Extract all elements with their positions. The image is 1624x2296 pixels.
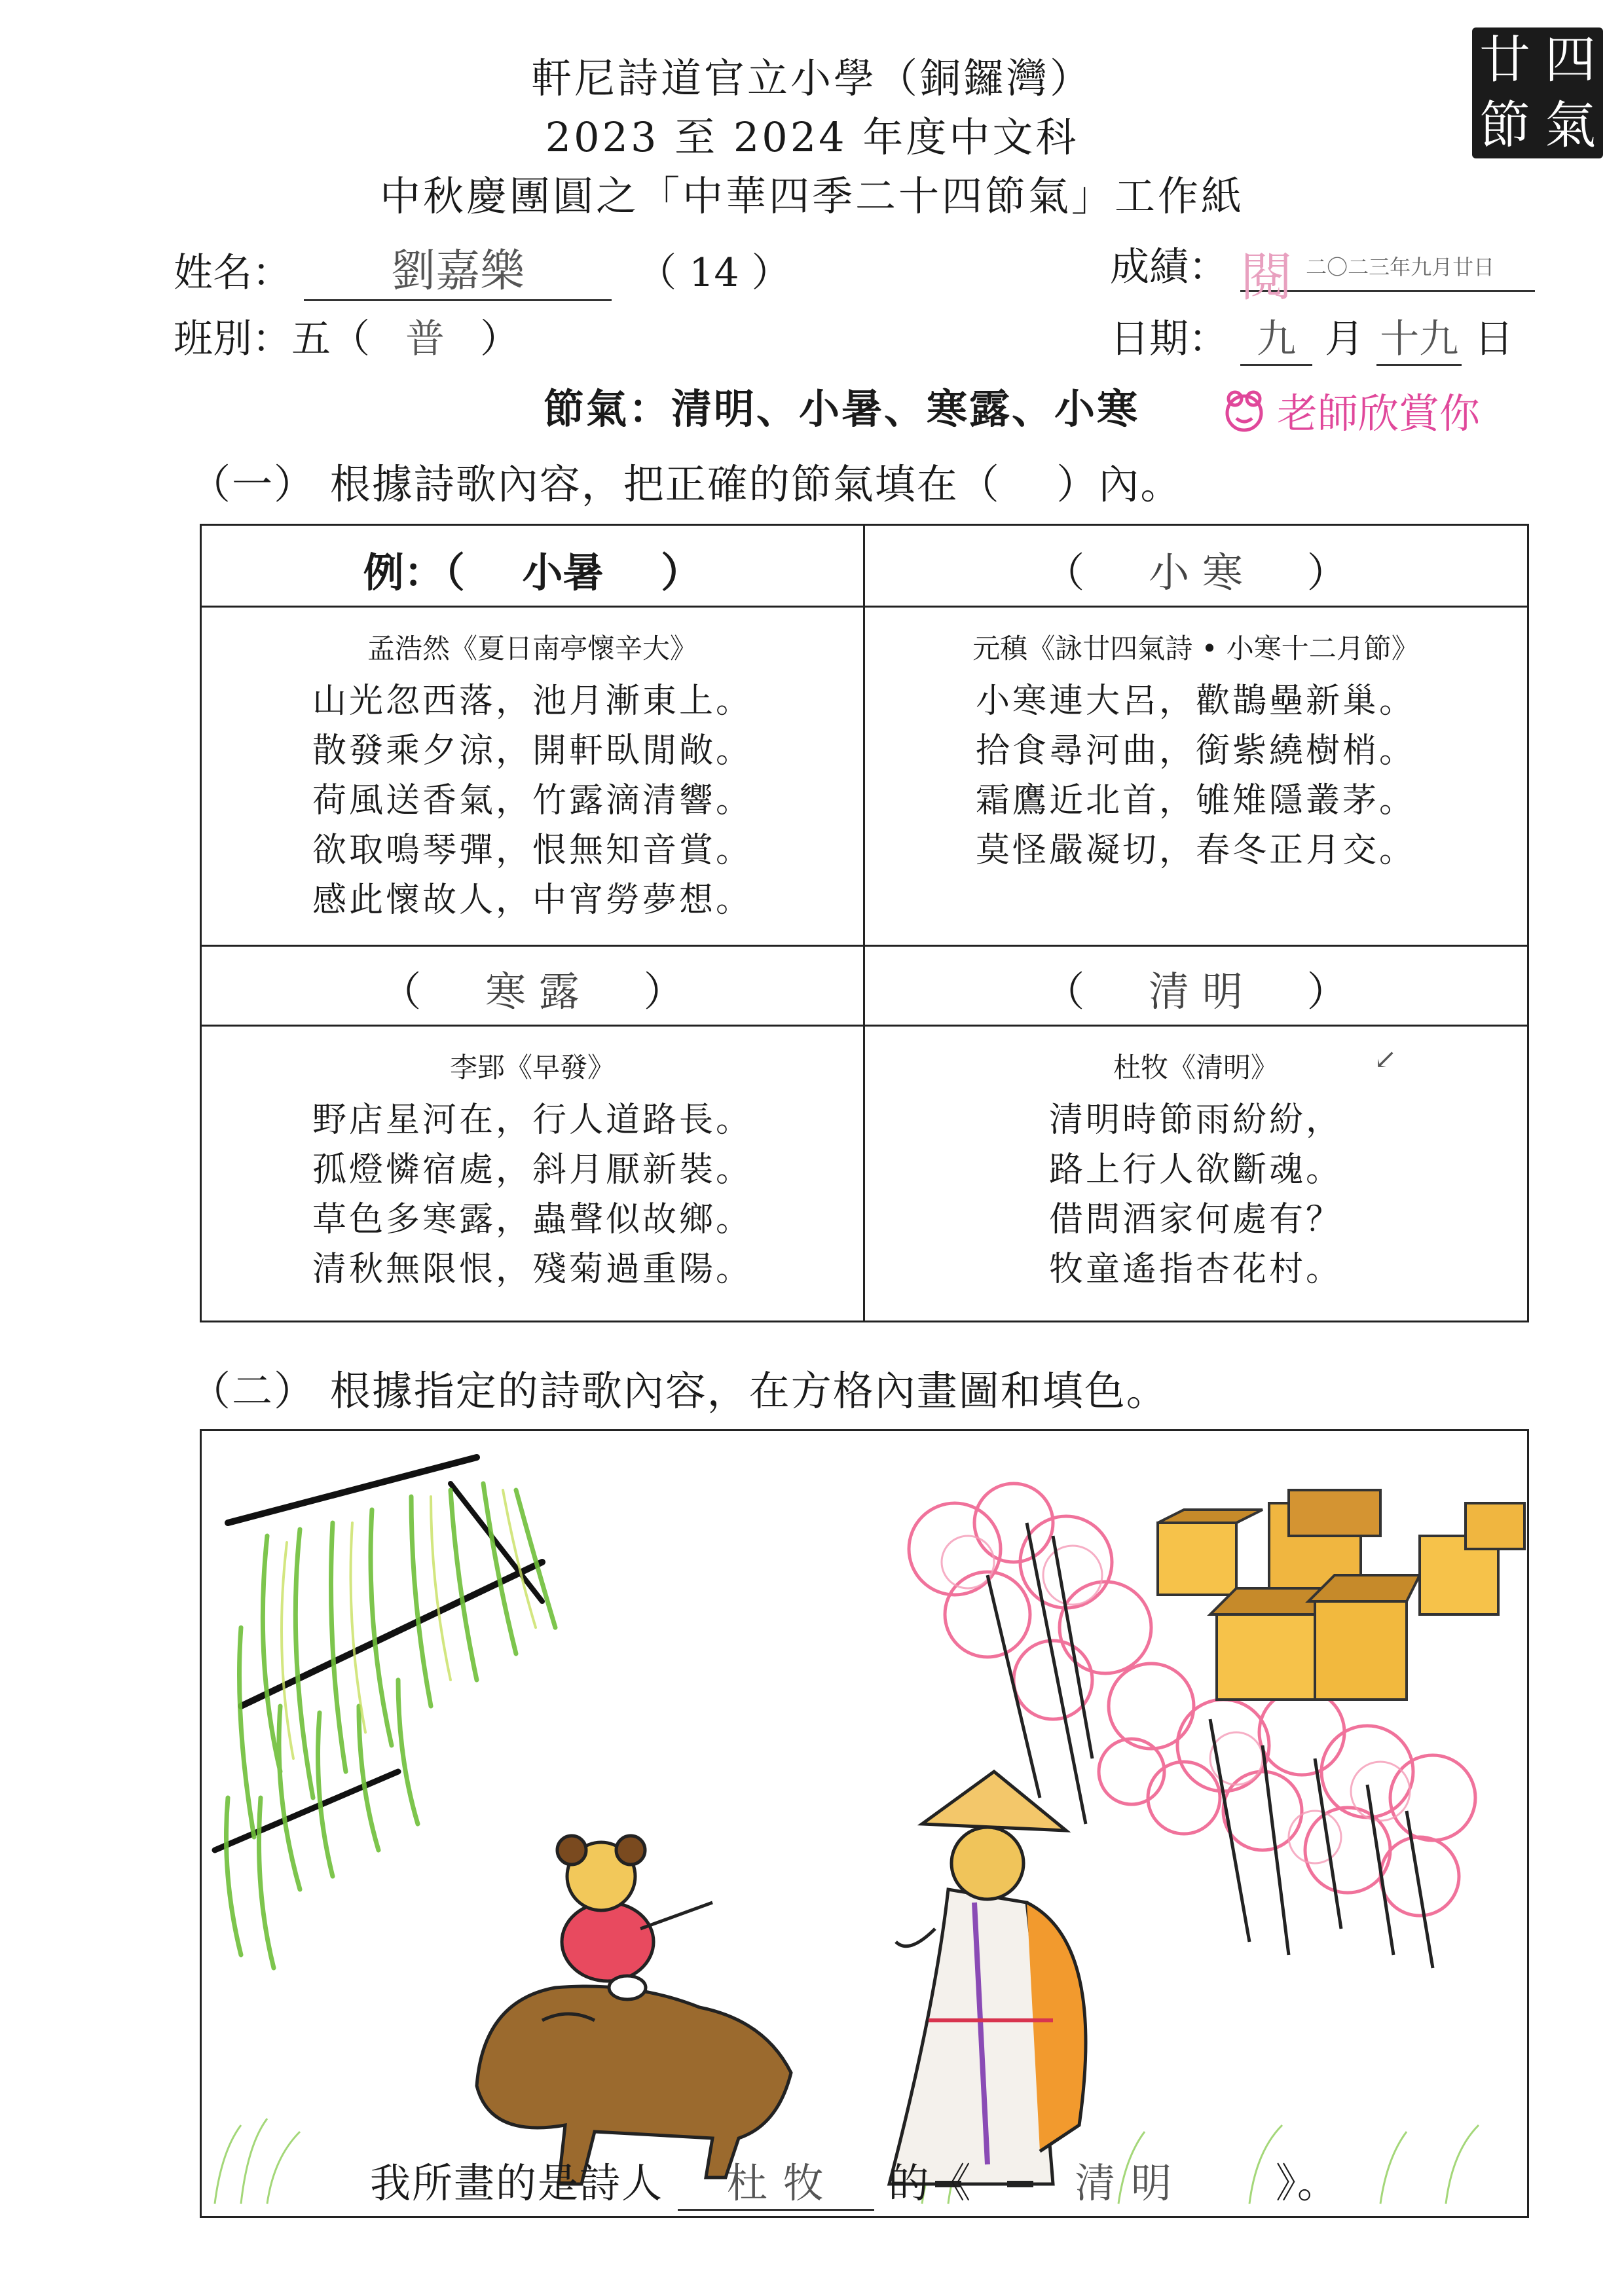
solar-terms-list: 節氣：清明、小暑、寒露、小寒 (544, 385, 1140, 433)
willow-tree-drawing (215, 1457, 555, 1968)
poem-line: 莫怪嚴凝切，春冬正月交。 (975, 831, 1416, 870)
buffalo-and-child-drawing (477, 1836, 791, 2184)
poem-line: 借問酒家何處有？ (1048, 1200, 1342, 1239)
poem-title: 杜牧《清明》 (1113, 1051, 1278, 1084)
table-divider (202, 945, 1527, 947)
name-field[interactable]: 劉嘉樂 (304, 236, 612, 301)
cell-header (865, 959, 1526, 1017)
poem-title: 李郢《早發》 (449, 1051, 615, 1084)
teacher-praise-text: 老師欣賞你 (1277, 390, 1481, 437)
school-name: 軒尼詩道官立小學（銅鑼灣） (530, 54, 1093, 102)
cell-header-example (202, 540, 863, 598)
reviewed-mark: 閱 (1240, 247, 1293, 308)
answer-field[interactable]: 清 明 (1149, 968, 1243, 1015)
date-label: 日期： (1110, 316, 1228, 362)
cell-header (865, 540, 1526, 598)
answer-suffix: ） (1306, 549, 1348, 596)
poem-line: 欲取鳴琴彈，恨無知音賞。 (312, 831, 752, 870)
class-field[interactable]: 普 (405, 316, 445, 362)
name-label: 姓名： (174, 250, 291, 296)
poem-line: 清明時節雨紛紛， (1048, 1101, 1342, 1140)
answer-prefix: （ (1044, 549, 1085, 596)
answer-suffix: ） (1306, 968, 1348, 1015)
date-month-field[interactable]: 九 (1240, 308, 1312, 366)
date-day-field[interactable]: 十九 (1376, 308, 1462, 366)
drawing-box (200, 1429, 1529, 2218)
section1-instruction: （一） 根據詩歌內容，把正確的節氣填在（ ）內。 (190, 460, 1183, 508)
year-subject: 2023 至 2024 年度中文科 (545, 113, 1079, 161)
poem-title: 元稹《詠廿四氣詩 • 小寒十二月節》 (972, 632, 1419, 665)
check-mark-icon: ↙ (1374, 1043, 1397, 1075)
answer-prefix: （ (380, 968, 422, 1015)
poem-line: 路上行人欲斷魂。 (1048, 1150, 1342, 1190)
poem-line: 小寒連大呂，歡鵲壘新巢。 (975, 682, 1416, 721)
example-answer: 小暑 (522, 549, 604, 596)
section2-instruction: （二） 根據指定的詩歌內容，在方格內畫圖和填色。 (190, 1367, 1168, 1415)
day-char: 日 (1474, 316, 1514, 362)
poem-line: 荷風送香氣，竹露滴清響。 (312, 781, 752, 820)
stamp-char: 氣 (1544, 96, 1596, 155)
score-label: 成績： (1110, 244, 1228, 290)
table-divider (202, 1025, 1527, 1027)
stamp-char: 廿 (1479, 31, 1530, 90)
poem-line: 感此懷故人，中宵勞夢想。 (312, 881, 752, 920)
poem-lines (865, 1095, 1526, 1294)
poem-lines (202, 1095, 863, 1294)
frog-sticker-icon (1218, 384, 1270, 437)
poet-du-mu-drawing (889, 1772, 1086, 2184)
drawing-caption (370, 2151, 1339, 2211)
poem-line: 霜鷹近北首，雊雉隱叢茅。 (975, 781, 1416, 820)
solar-terms-stamp (1472, 27, 1603, 158)
poem-line: 山光忽西落，池月漸東上。 (312, 682, 752, 721)
answer-field[interactable]: 小 寒 (1149, 549, 1243, 596)
date-row (1110, 308, 1513, 366)
class-row (174, 308, 519, 364)
stamp-char: 四 (1544, 31, 1596, 90)
month-char: 月 (1325, 316, 1365, 362)
poem-title: 孟浩然《夏日南亭懷辛大》 (367, 632, 697, 665)
score-field (1240, 244, 1535, 308)
name-row (174, 236, 791, 301)
answer-suffix: ） (643, 968, 684, 1015)
class-close: ） (480, 316, 520, 362)
poem-table (200, 524, 1529, 1322)
poem-line: 拾食尋河曲，銜紫繞樹梢。 (975, 731, 1416, 771)
poem-line: 牧童遙指杏花村。 (1048, 1250, 1342, 1289)
caption-suffix: 》。 (1275, 2159, 1339, 2207)
class-label: 班別：五（ (174, 316, 370, 362)
poem-lines (202, 676, 863, 925)
poem-line: 野店星河在，行人道路長。 (312, 1101, 752, 1140)
poem-line: 孤燈憐宿處，斜月厭新裝。 (312, 1150, 752, 1190)
review-date: 二〇二三年九月廿日 (1306, 255, 1495, 280)
caption-prefix: 我所畫的是詩人 (370, 2159, 664, 2207)
poem-line: 清秋無限恨，殘菊過重陽。 (312, 1250, 752, 1289)
cell-header (202, 959, 863, 1017)
poem-line: 散發乘夕涼，開軒臥閒敞。 (312, 731, 752, 771)
caption-mid: 的《 (888, 2159, 972, 2207)
poem-lines (865, 676, 1526, 875)
poem-line: 草色多寒露，蟲聲似故鄉。 (312, 1200, 752, 1239)
village-houses-drawing (1158, 1490, 1524, 1700)
score-row (1110, 236, 1536, 308)
class-number: （ 14 ） (637, 250, 791, 296)
table-divider (202, 606, 1527, 608)
poet-field[interactable]: 杜 牧 (678, 2151, 874, 2211)
teacher-praise-sticker (1218, 381, 1480, 439)
stamp-char: 節 (1479, 96, 1530, 155)
student-drawing (202, 1431, 1527, 2217)
answer-field[interactable]: 寒 露 (485, 968, 580, 1015)
worksheet-title: 中秋慶團圓之「中華四季二十四節氣」工作紙 (379, 172, 1244, 220)
example-prefix: 例：（ (363, 549, 465, 596)
example-suffix: ） (661, 549, 702, 596)
poem-field[interactable]: 清 明 (1075, 2159, 1173, 2207)
answer-prefix: （ (1044, 968, 1085, 1015)
